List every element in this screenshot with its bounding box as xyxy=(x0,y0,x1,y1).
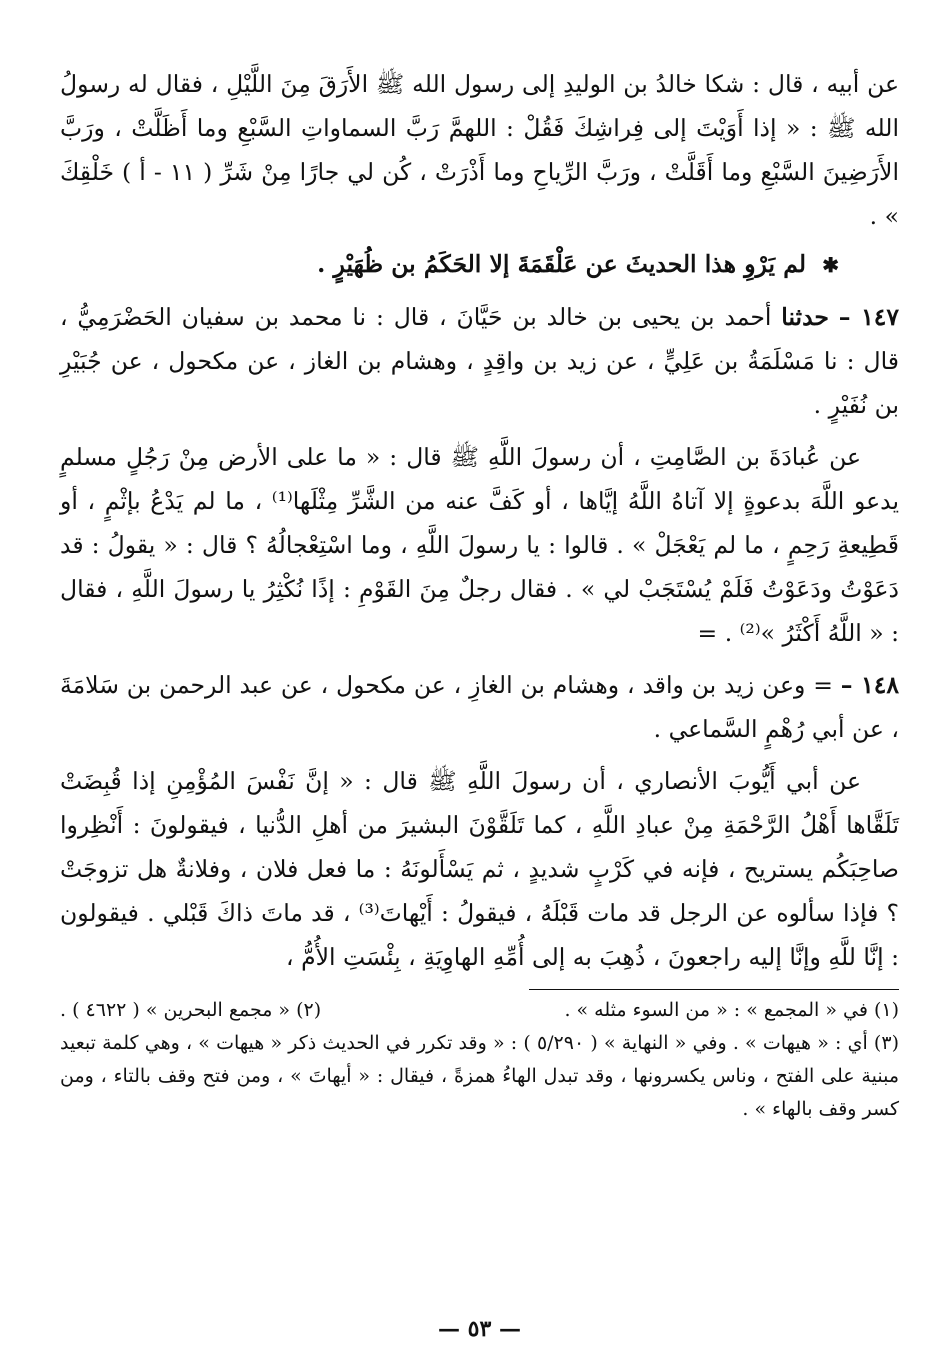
page-number: — ٥٣ — xyxy=(438,1316,521,1342)
hadith-147-text: عن عُبادَةَ بن الصَّامِتِ ، أن رسولَ اللَّهِ ﷺ قال : « ما على الأرض مِنْ رَجُلٍ مسلمٍ يدعو اللَّهَ بدعوةٍ إلا آتاهُ اللَّهُ إيَّاها ، أو كَفَّ عنه من الشَّرِّ مِثْلَها⁽¹⁾ ، ما لم يَدْعُ بإثْمٍ ، أو قَطِيعةِ رَحِمٍ ، ما لم يَعْجَلْ » . قالوا : يا رسولَ اللَّهِ ، وما اسْتِعْجالُهُ ؟ قال : « يقولُ : قد دَعَوْتُ ودَعَوْتُ فَلَمْ يُسْتَجَبْ لي » . فقال رجلٌ مِنَ القَوْمِ : إذًا نُكْثِرُ يا رسولَ اللَّهِ ، فقال : « اللَّهُ أَكْثَرُ »⁽²⁾ . = xyxy=(60,443,899,647)
footnote-row-1 xyxy=(60,994,899,1027)
hadith-147-isnad: أحمد بن يحيى بن خالد بن حَيَّانَ ، قال : نا محمد بن سفيان الحَضْرَمِيُّ ، قال : نا مَسْلَمَةُ بن عَلِيٍّ ، عن زيد بن واقِدٍ ، وهشام بن الغاز ، عن مكحول ، عن جُبَيْرِ بن نُفَيْرٍ . xyxy=(60,303,899,419)
hadith-148-text: عن أبي أَيُّوبَ الأنصاري ، أن رسولَ اللَّهِ ﷺ قال : « إنَّ نَفْسَ المُؤْمِنِ إذا قُبِضَتْ تَلَقَّاها أَهْلُ الرَّحْمَةِ مِنْ عبادِ اللَّهِ ، كما تَلَقَّوْنَ البشيرَ من أهلِ الدُّنيا ، فيقولونَ : أَنْظِروا صاحِبَكُم يستريح ، فإنه في كَرْبٍ شديدٍ ، ثم يَسْأَلونَهُ : ما فعل فلان ، وفلانةٌ هل تزوجَتْ ؟ فإذا سألوه عن الرجل قد مات قَبْلَهُ ، فيقولُ : أَيْهاتَ⁽³⁾ ، قد ماتَ ذاكَ قَبْلي . فيقولون : إنَّا للَّهِ وإنَّا إليه راجعونَ ، ذُهِبَ به إلى أُمِّهِ الهاوِيَةِ ، بِئْسَتِ الأُمُّ ، xyxy=(60,767,899,971)
hadith-147-lead: حدثنا xyxy=(781,303,829,331)
hadith-147-chain xyxy=(60,295,899,427)
hadith-148-isnad: = وعن زيد بن واقد ، وهشام بن الغازِ ، عن مكحول ، عن عبد الرحمن بن سَلامَةَ ، عن أبي رُهْمٍ السَّماعي . xyxy=(60,671,899,743)
hadith-146-text: عن أبيه ، قال : شكا خالدُ بن الوليدِ إلى رسول الله ﷺ الأَرَقَ مِنَ اللَّيْلِ ، فقال له رسولُ الله ﷺ : « إذا أَوَيْتَ إلى فِراشِكَ فَقُلْ : اللهمَّ رَبَّ السماواتِ السَّبْعِ وما أَظَلَّتْ ، ورَبَّ الأَرَضِينَ السَّبْعِ وما أَقَلَّتْ ، ورَبَّ الرِّياحِ وما أَذْرَتْ ، كُن لي جارًا مِنْ شَرِّ ( ١١ - أ ) خَلْقِكَ » . xyxy=(60,70,899,230)
hadith-148-number: ١٤٨ – xyxy=(840,671,899,699)
footnote-1: (١) في « المجمع » : « من السوء مثله » . xyxy=(564,999,899,1021)
book-page xyxy=(60,62,899,1346)
footnotes xyxy=(60,994,899,1126)
main-text xyxy=(60,62,899,979)
footnote-divider xyxy=(529,989,899,990)
editor-note-text: لم يَرْوِ هذا الحديثَ عن عَلْقَمَةَ إلا الحَكَمُ بن ظُهَيْرٍ . xyxy=(317,250,807,278)
star-icon: ✱ xyxy=(822,253,839,277)
footnote-3: (٣) أي : « هيهات » . وفي « النهاية » ( ٥/٢٩٠ ) : « وقد تكرر في الحديث ذكر « هيهات » ، وهي كلمة تبعيد مبنية على الفتح ، وناس يكسرونها ، وقد تبدل الهاءُ همزةً ، فيقال : « أيهاتَ » ، ومن فتح وقف بالتاء ، ومن كسر وقف بالهاء » . xyxy=(60,1032,899,1120)
hadith-148-chain xyxy=(60,663,899,751)
hadith-147-number: ١٤٧ – xyxy=(838,303,899,331)
editor-note xyxy=(60,242,899,287)
footnote-2: (٢) « مجمع البحرين » ( ٤٦٢٢ ) . xyxy=(60,999,322,1021)
